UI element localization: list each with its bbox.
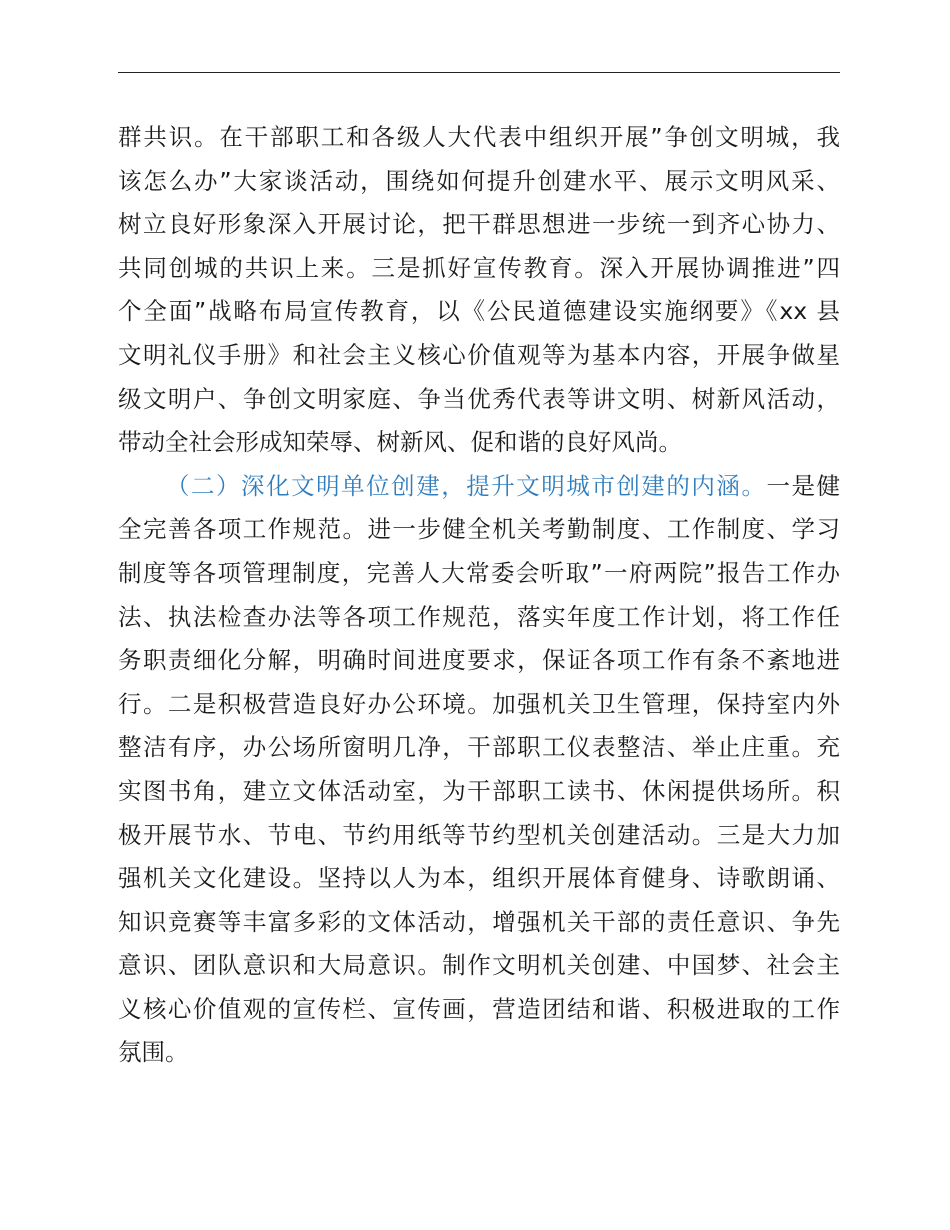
text-line: 制度等各项管理制度，完善人大常委会听取”一府两院”报告工作办 (118, 558, 840, 587)
text-line: 强机关文化建设。坚持以人为本，组织开展体育健身、诗歌朗诵、 (118, 864, 840, 893)
text-line: 知识竞赛等丰富多彩的文体活动，增强机关干部的责任意识、争先 (118, 907, 840, 936)
section-heading: （二）深化文明单位创建，提升文明城市创建的内涵。 (166, 471, 767, 500)
text-line: 级文明户、争创文明家庭、争当优秀代表等讲文明、树新风活动， (118, 384, 840, 413)
text-line: 行。二是积极营造良好办公环境。加强机关卫生管理，保持室内外 (118, 689, 840, 718)
text-line: 该怎么办”大家谈活动，围绕如何提升创建水平、展示文明风采、 (118, 166, 840, 195)
document-body (118, 116, 840, 1075)
text-line: 带动全社会形成知荣辱、树新风、促和谐的良好风尚。 (118, 428, 682, 457)
text-line: 实图书角，建立文体活动室，为干部职工读书、休闲提供场所。积 (118, 776, 840, 805)
paragraph-1 (118, 116, 840, 465)
text-line: 法、执法检查办法等各项工作规范，落实年度工作计划，将工作任 (118, 602, 840, 631)
text-line: 全完善各项工作规范。进一步健全机关考勤制度、工作制度、学习 (118, 515, 840, 544)
paragraph-2 (118, 465, 840, 1075)
text-line: 文明礼仪手册》和社会主义核心价值观等为基本内容，开展争做星 (118, 340, 840, 369)
text-line: 极开展节水、节电、节约用纸等节约型机关创建活动。三是大力加 (118, 820, 840, 849)
text-line: 树立良好形象深入开展讨论，把干群思想进一步统一到齐心协力、 (118, 210, 840, 239)
section-heading-line (118, 465, 840, 509)
text-line: 整洁有序，办公场所窗明几净，干部职工仪表整洁、举止庄重。充 (118, 733, 840, 762)
text-line: 意识、团队意识和大局意识。制作文明机关创建、中国梦、社会主 (118, 951, 840, 980)
section-first-line-rest: 一是健 (766, 471, 841, 500)
text-line: 群共识。在干部职工和各级人大代表中组织开展”争创文明城，我 (118, 123, 840, 151)
header-rule (118, 72, 840, 73)
text-line: 氛围。 (118, 1038, 189, 1067)
text-line: 共同创城的共识上来。三是抓好宣传教育。深入开展协调推进”四 (118, 253, 840, 282)
text-line: 义核心价值观的宣传栏、宣传画，营造团结和谐、积极进取的工作 (118, 994, 840, 1023)
text-line: 个全面”战略布局宣传教育，以《公民道德建设实施纲要》《xx 县 (118, 297, 840, 326)
text-line: 务职责细化分解，明确时间进度要求，保证各项工作有条不紊地进 (118, 646, 840, 675)
